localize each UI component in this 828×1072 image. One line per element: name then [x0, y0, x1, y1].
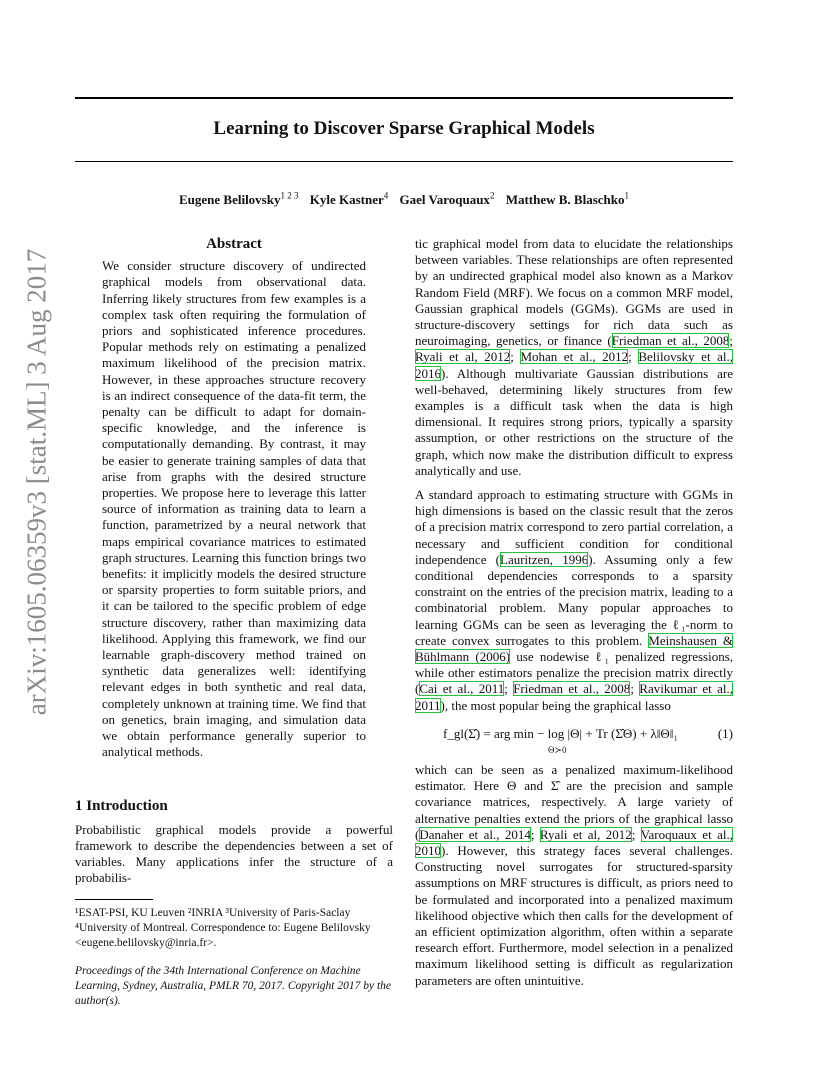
ggm-paragraph [415, 487, 733, 714]
text-run: ; [530, 826, 540, 842]
citation-link[interactable]: Belilovsky et al., 2016 [415, 349, 733, 381]
title-bottom-rule [75, 161, 733, 162]
citation-link[interactable]: Mohan et al., 2012 [520, 349, 629, 365]
citation-link[interactable]: Ravikumar et al., 2011 [415, 681, 733, 713]
equation-subscript: Θ≻0 [548, 744, 567, 755]
text-run: ; [628, 349, 639, 365]
arxiv-id-text: arXiv:1605.06359v3 [stat.ML] 3 Aug 2017 [21, 248, 52, 716]
text-run: which can be seen as a penalized maximum-likelihood estimator. Here Θ and Σ̂ are the precision and sample covariance matrices, respectively. A large variety of alternative penalties extend the priors of the graphical lasso ( [415, 761, 733, 842]
abstract-text: We consider structure discovery of undirected graphical models from observational data. Inferring likely structures from few examples is a complex task often requiring the formulation of priors and sophisticated inference procedures. Popular methods rely on estimating a penalized maximum likelihood of the precision matrix. However, in these approaches structure recovery is an indirect consequence of the data-fit term, the penalty can be difficult to adapt for domain-specific knowledge, and the inference is computationally demanding. By contrast, it may be easier to generate training samples of data that arise from graphs with the desired structure properties. We propose here to leverage this latter source of information as training data to learn a function, parametrized by a neural network that maps empirical covariance matrices to estimated graph structures. Learning this function brings two benefits: it implicitly models the desired structure or sparsity properties to form suitable priors, and it can be tailored to the specific problem of edge structure discovery, rather than maximizing data likelihood. Applying this framework, we find our learnable graph-discovery method trained on synthetic data generalizes well: identifying relevant edges in both synthetic and real data, completely unknown at training time. We find that on genetics, brain imaging, and simulation data we obtain performance generally superior to analytical methods. [102, 258, 366, 760]
text-run: ; [729, 333, 733, 349]
abstract-heading: Abstract [206, 236, 262, 252]
author-affiliation: 2 [489, 191, 495, 201]
text-run: use nodewise ℓ₁ penalized regressions, while other estimators penalize the precision matrix directly ( [415, 649, 734, 697]
author-2 [310, 192, 389, 207]
citation-link[interactable]: Ryali et al, 2012 [415, 349, 511, 365]
citation-link[interactable]: Friedman et al., 2008 [611, 333, 730, 349]
text-run: ; [630, 681, 640, 697]
affiliation-footnote: ¹ESAT-PSI, KU Leuven ²INRIA ³University of Paris-Saclay ⁴University of Montreal. Correspondence to: Eugene Belilovsky <eugene.belilovsky@inria.fr>. [75, 906, 371, 949]
proceedings-note [75, 964, 393, 1009]
right-column [415, 236, 733, 997]
author-list [75, 191, 733, 208]
footnote-rule [75, 899, 153, 900]
text-run: ; [504, 681, 514, 697]
citation-link[interactable]: Cai et al., 2011 [419, 681, 505, 697]
text-run: ). Assuming only a few conditional dependencies corresponds to a sparsity constraint on the entries of the precision matrix, leading to a combinatorial problem. Many popular approaches to learning GGMs can be seen as leveraging the ℓ₁-norm to create convex surrogates to this problem. [415, 551, 733, 648]
author-name: Kyle Kastner [309, 192, 384, 208]
challenges-paragraph [415, 762, 733, 989]
paper-title: Learning to Discover Sparse Graphical Models [213, 118, 595, 139]
equation-number: (1) [717, 725, 733, 741]
author-3 [400, 192, 495, 207]
intro-paragraph: Probabilistic graphical models provide a powerful framework to describe the dependencies between a set of variables. Many applications infer the structure of a probabilis- [75, 821, 393, 886]
citation-link[interactable]: Ryali et al, 2012 [539, 826, 632, 842]
title-top-rule [75, 97, 733, 99]
text-run: ; [510, 349, 521, 365]
equation-1 [415, 722, 733, 755]
text-run: ). Although multivariate Gaussian distributions are well-behaved, determining likely structures from few examples is a difficult task when the data is high dimensional. It requires strong priors, typically a sparsity assumption, or other restrictions on the structure of the graph, which now make the distribution difficult to express analytically and use. [415, 365, 733, 478]
text-run: ), the most popular being the graphical lasso [440, 697, 671, 713]
author-affiliation: 1 2 3 [280, 191, 299, 201]
citation-link[interactable]: Danaher et al., 2014 [419, 826, 531, 842]
citation-link[interactable]: Friedman et al., 2008 [513, 681, 631, 697]
text-run: tic graphical model from data to elucidate the relationships between variables. These relationships are often represented by an undirected graphical model also known as a Markov Random Field (MRF). We focus on a common MRF model, Gaussian graphical models (GGMs). GGMs are used in structure-discovery settings for rich data such as neuroimaging, genetics, or finance ( [415, 236, 733, 349]
left-column [75, 236, 393, 1009]
text-run: ; [631, 826, 641, 842]
text-run: ). However, this strategy faces several challenges. Constructing novel surrogates for structured-sparsity assumptions on MRF structures is difficult, as priors need to be formulated and incorporated into a penalized maximum likelihood objective which then calls for the development of an efficient optimization algorithm, often within a separate research effort. Furthermore, model selection in a penalized maximum likelihood setting is difficult as regularization parameters are often unintuitive. [415, 842, 733, 988]
author-1 [179, 192, 299, 207]
section-heading-introduction: 1 Introduction [75, 797, 168, 814]
author-4 [506, 192, 629, 207]
intro-paragraph-continued [415, 236, 733, 479]
citation-link[interactable]: Varoquaux et al., 2010 [415, 826, 733, 858]
equation-body: f_gl(Σ̂) = arg min − log |Θ| + Tr (Σ̂Θ) + λ‖Θ‖₁ [443, 725, 678, 741]
author-affiliation: 4 [383, 191, 389, 201]
author-name: Eugene Belilovsky [178, 192, 281, 208]
author-affiliation: 1 [624, 191, 629, 201]
author-name: Gael Varoquaux [399, 192, 490, 208]
citation-link[interactable]: Lauritzen, 1996 [500, 551, 589, 567]
author-name: Matthew B. Blaschko [505, 192, 625, 208]
proceedings-text: Proceedings of the 34th International Conference on Machine Learning, Sydney, Australia, PMLR 70, 2017. Copyright 2017 by the author(s). [75, 964, 392, 1007]
citation-link[interactable]: Meinshausen & Bühlmann (2006) [415, 632, 733, 665]
text-run: A standard approach to estimating structure with GGMs in high dimensions is based on the classic result that the zeros of a precision matrix correspond to zero partial correlation, a necessary and sufficient condition for conditional independence ( [415, 487, 733, 567]
